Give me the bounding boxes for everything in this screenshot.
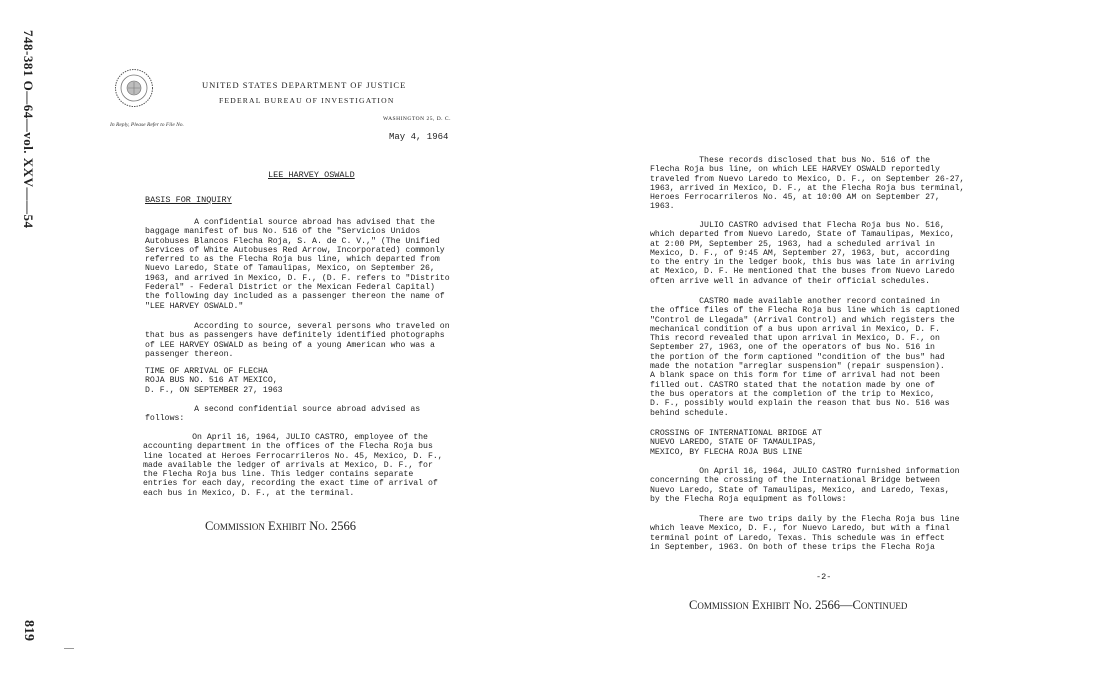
paragraph: On April 16, 1964, JULIO CASTRO furnished information concerning the crossing of the International Bridge between Nuevo Laredo, State of Tamaulipas, Mexico, and Laredo, Texas, by the Flecha Roja equipment as follows: bbox=[650, 467, 960, 504]
section-heading: TIME OF ARRIVAL OF FLECHA ROJA BUS NO. 516 AT MEXICO, D. F., ON SEPTEMBER 27, 1963 bbox=[145, 367, 283, 395]
paragraph: A second confidential source abroad advised as follows: bbox=[145, 405, 421, 424]
letterhead-city: WASHINGTON 25, D. C. bbox=[383, 116, 451, 122]
paragraph: A confidential source abroad has advised that the baggage manifest of bus No. 516 of the "Servicios Unidos Autobuses Blancos Flecha Roja, S. A. de C. V.," (The Unified Services of White Autobuses Red Arrow, Incorporated) commonly referred to as the Flecha Roja bus line, which departed from Nuevo Laredo, State of Tamaulipas, Mexico, on September 26, 1963, and arrived in Mexico, D. F., (D. F. refers to "Distrito Federal" - Federal District or the Mexican Federal Capital) the following day included as a passenger thereon the name of "LEE HARVEY OSWALD." bbox=[145, 218, 450, 311]
page-number: 819 bbox=[21, 620, 36, 641]
margin-mark bbox=[64, 648, 74, 649]
paragraph: There are two trips daily by the Flecha Roja bus line which leave Mexico, D. F., for Nuevo Laredo, but with a final terminal point of Laredo, Texas. This schedule was in effect in September, 1963. On both of these trips the Flecha Roja bbox=[650, 515, 960, 552]
letter-date: May 4, 1964 bbox=[389, 132, 449, 142]
reply-note: In Reply, Please Refer to File No. bbox=[110, 122, 184, 128]
agency-name: UNITED STATES DEPARTMENT OF JUSTICE bbox=[202, 80, 407, 90]
exhibit-caption: Commission Exhibit No. 2566 bbox=[205, 519, 357, 533]
paragraph: CASTRO made available another record contained in the office files of the Flecha Roja bus line which is captioned "Control de Llegada" (Arrival Control) and which registers the mechanical condition of a bus upon arrival in Mexico, D. F. This record revealed that upon arrival in Mexico, D. F., on September 27, 1963, one of the operators of bus No. 516 in the portion of the form captioned "condition of the bus" had made the notation "arreglar suspension" (repair suspension). A blank space on this form for time of arrival had not been filled out. CASTRO stated that the notation made by one of the bus operators at the completion of the trip to Mexico, D. F., possibly would explain the reason that bus No. 516 was behind schedule. bbox=[650, 297, 960, 418]
subject-heading: LEE HARVEY OSWALD bbox=[268, 170, 355, 180]
paragraph: These records disclosed that bus No. 516 of the Flecha Roja bus line, on which LEE HARVEY OSWALD reportedly traveled from Nuevo Laredo to Mexico, D. F., on September 26-27, 1963, arrived in Mexico, D. F., at the Flecha Roja bus terminal, Heroes Ferrocarrileros No. 45, at 10:00 AM on September 27, 1963. bbox=[650, 156, 965, 212]
page-marker: -2- bbox=[816, 572, 832, 582]
paragraph: On April 16, 1964, JULIO CASTRO, employee of the accounting department in the offices of the Flecha Roja bus line located at Heroes Ferrocarrileros No. 45, Mexico, D. F., made available the ledger of arrivals at Mexico, D. F., for the Flecha Roja bus line. This ledger contains separate entries for each day, recording the exact time of arrival of each bus in Mexico, D. F., at the terminal. bbox=[143, 433, 443, 498]
exhibit-caption: Commission Exhibit No. 2566—Continued bbox=[689, 598, 908, 612]
fbi-seal-icon bbox=[114, 68, 154, 108]
volume-reference: 748-381 O—64—vol. XXV——54 bbox=[21, 30, 36, 229]
section-heading: BASIS FOR INQUIRY bbox=[145, 195, 232, 205]
bureau-name: FEDERAL BUREAU OF INVESTIGATION bbox=[219, 96, 395, 105]
paragraph: According to source, several persons who traveled on that bus as passengers have definitely identified photographs of LEE HARVEY OSWALD as being of a young American who was a passenger thereon. bbox=[145, 322, 450, 359]
section-heading: CROSSING OF INTERNATIONAL BRIDGE AT NUEVO LAREDO, STATE OF TAMAULIPAS, MEXICO, BY FLECHA ROJA BUS LINE bbox=[650, 429, 822, 457]
paragraph: JULIO CASTRO advised that Flecha Roja bus No. 516, which departed from Nuevo Laredo, State of Tamaulipas, Mexico, at 2:00 PM, September 25, 1963, had a scheduled arrival in Mexico, D. F., of 9:45 AM, September 27, 1963, but, according to the entry in the ledger book, this bus was late in arriving at Mexico, D. F. He mentioned that the buses from Nuevo Laredo often arrive well in advance of their official schedules. bbox=[650, 221, 955, 286]
